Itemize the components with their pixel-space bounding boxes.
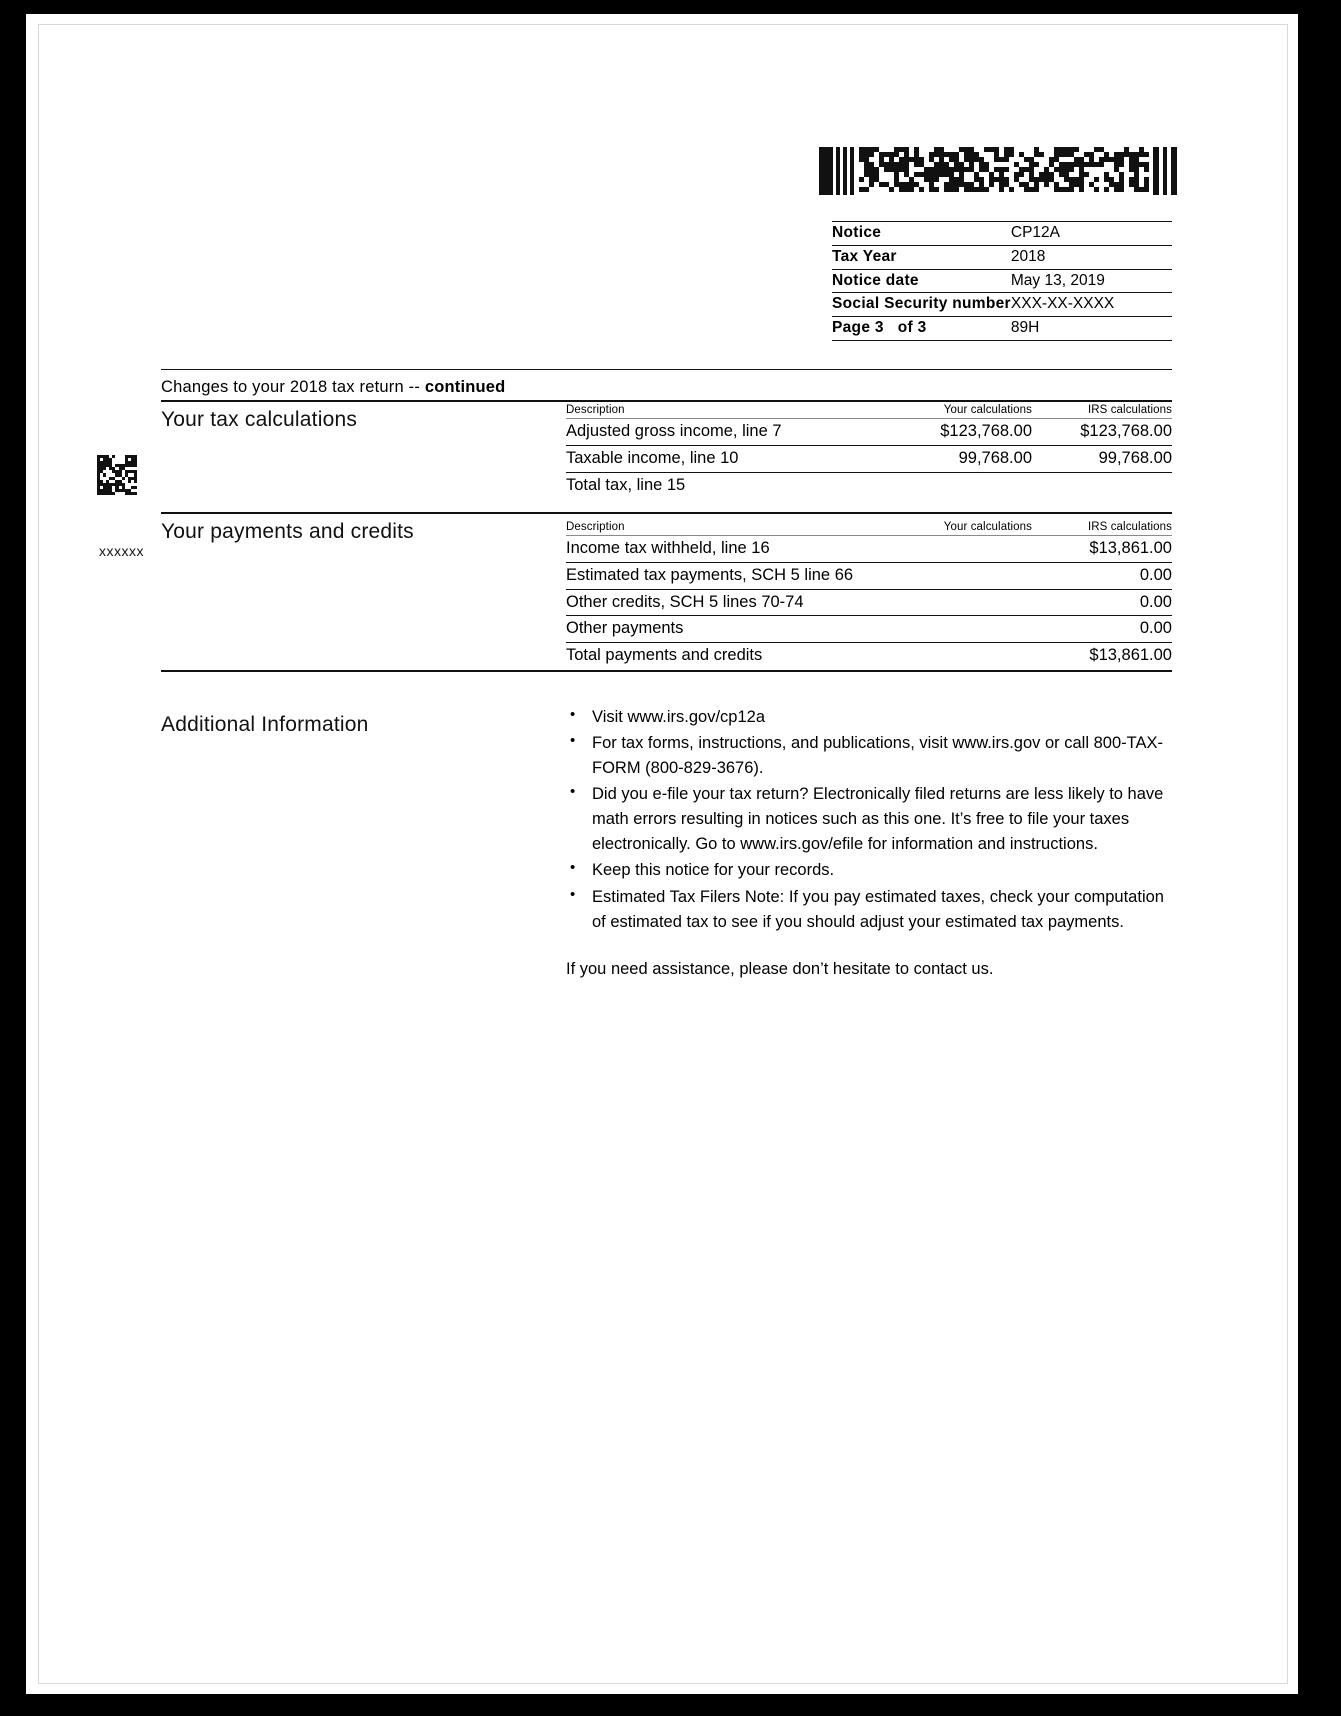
notice-value: CP12A	[1011, 222, 1172, 246]
row-description: Other payments	[566, 616, 884, 643]
table-row	[566, 445, 1172, 472]
continued-heading	[161, 378, 505, 397]
ssn-label: Social Security number	[832, 293, 1011, 317]
row-description: Adjusted gross income, line 7	[566, 419, 884, 446]
table-row	[566, 589, 1172, 616]
section-divider-top	[161, 369, 1172, 370]
table-row	[566, 562, 1172, 589]
list-item-text: Did you e-file your tax return? Electronically filed returns are less likely to have math errors resulting in notices such as this one. It’s free to file your taxes electronically. Go to www.irs.gov/efile for information and instructions.	[592, 785, 1164, 854]
bullet-icon: •	[570, 732, 576, 750]
list-item-text: Keep this notice for your records.	[592, 861, 835, 880]
row-your-value	[884, 616, 1032, 643]
section-divider-calculations	[161, 400, 1172, 402]
row-your-value	[884, 589, 1032, 616]
row-description: Total payments and credits	[566, 646, 763, 665]
row-irs-value: 0.00	[1032, 589, 1172, 616]
payments-credits-table	[566, 521, 1172, 669]
table-row	[566, 536, 1172, 563]
row-irs-value: $123,768.00	[1032, 419, 1172, 446]
bullet-icon: •	[570, 706, 576, 723]
page-number	[832, 317, 1011, 341]
row-your-value	[884, 536, 1032, 563]
margin-mail-code: xxxxxx	[99, 543, 144, 559]
page-number-label: Page 3	[832, 319, 884, 337]
row-description: Total tax, line 15	[566, 475, 686, 494]
tax-year-label: Tax Year	[832, 245, 1011, 269]
bullet-icon: •	[570, 783, 576, 801]
row-irs-value	[1032, 472, 1172, 498]
section-divider-additional	[161, 670, 1172, 672]
notice-info-row	[832, 222, 1172, 246]
notice-label: Notice	[832, 222, 1011, 246]
table-header-row	[566, 404, 1172, 419]
list-item-text: For tax forms, instructions, and publications, visit www.irs.gov or call 800-TAX-FORM (800-829-3676).	[592, 734, 1163, 778]
row-irs-value: 0.00	[1032, 616, 1172, 643]
list-item	[566, 885, 1182, 935]
row-description: Other credits, SCH 5 lines 70-74	[566, 589, 884, 616]
row-irs-value: 0.00	[1032, 562, 1172, 589]
row-your-value	[884, 562, 1032, 589]
notice-info-row	[832, 269, 1172, 293]
section-title-tax-calculations: Your tax calculations	[161, 408, 358, 431]
page-code: 89H	[1011, 317, 1172, 341]
section-title-additional-information: Additional Information	[161, 713, 369, 736]
tax-year-value: 2018	[1011, 245, 1172, 269]
notice-info-row	[832, 293, 1172, 317]
row-your-value	[884, 643, 1032, 669]
table-row	[566, 643, 1172, 669]
notice-page	[38, 24, 1288, 1684]
row-irs-value: 99,768.00	[1032, 445, 1172, 472]
row-your-value: 99,768.00	[884, 445, 1032, 472]
table-row	[566, 472, 1172, 498]
list-item	[566, 782, 1182, 857]
table-header-row	[566, 521, 1172, 536]
table-row	[566, 616, 1172, 643]
ssn-value: XXX-XX-XXXX	[1011, 293, 1172, 317]
row-description: Taxable income, line 10	[566, 445, 884, 472]
bullet-icon: •	[570, 859, 576, 877]
mail-barcode	[819, 147, 1179, 195]
notice-date-label: Notice date	[832, 269, 1011, 293]
page-info-row	[832, 317, 1172, 341]
list-item	[566, 858, 1182, 883]
continued-heading-emphasis: continued	[424, 378, 506, 396]
tax-calculations-table	[566, 404, 1172, 498]
page-total-label: of 3	[897, 319, 927, 337]
notice-info-row	[832, 245, 1172, 269]
notice-info-table	[832, 221, 1172, 341]
column-header-your-calculations: Your calculations	[884, 404, 1032, 419]
column-header-irs-calculations: IRS calculations	[1032, 404, 1172, 419]
qr-code-icon	[97, 455, 137, 495]
notice-date-value: May 13, 2019	[1011, 269, 1172, 293]
section-title-payments-credits: Your payments and credits	[161, 520, 414, 543]
list-item-text: Visit www.irs.gov/cp12a	[592, 708, 766, 726]
row-irs-value: $13,861.00	[1089, 646, 1172, 665]
row-your-value: $123,768.00	[884, 419, 1032, 446]
table-row	[566, 419, 1172, 446]
continued-heading-text: Changes to your 2018 tax return --	[161, 378, 425, 396]
list-item-text: Estimated Tax Filers Note: If you pay estimated taxes, check your computation of estimated tax to see if you should adjust your estimated tax payments.	[592, 887, 1164, 931]
list-item	[566, 731, 1182, 781]
list-item	[566, 705, 1182, 730]
column-header-description: Description	[566, 404, 884, 419]
column-header-irs-calculations: IRS calculations	[1032, 521, 1172, 536]
column-header-your-calculations: Your calculations	[884, 521, 1032, 536]
row-irs-value: $13,861.00	[1032, 536, 1172, 563]
column-header-description: Description	[566, 521, 884, 536]
section-divider-payments	[161, 512, 1172, 514]
row-description: Income tax withheld, line 16	[566, 536, 884, 563]
bullet-icon: •	[570, 885, 576, 903]
additional-information-list	[566, 705, 1182, 936]
closing-statement: If you need assistance, please don’t hesitate to contact us.	[566, 960, 994, 978]
row-description: Estimated tax payments, SCH 5 line 66	[566, 562, 884, 589]
page-sheet	[26, 14, 1298, 1694]
row-your-value	[884, 472, 1032, 498]
